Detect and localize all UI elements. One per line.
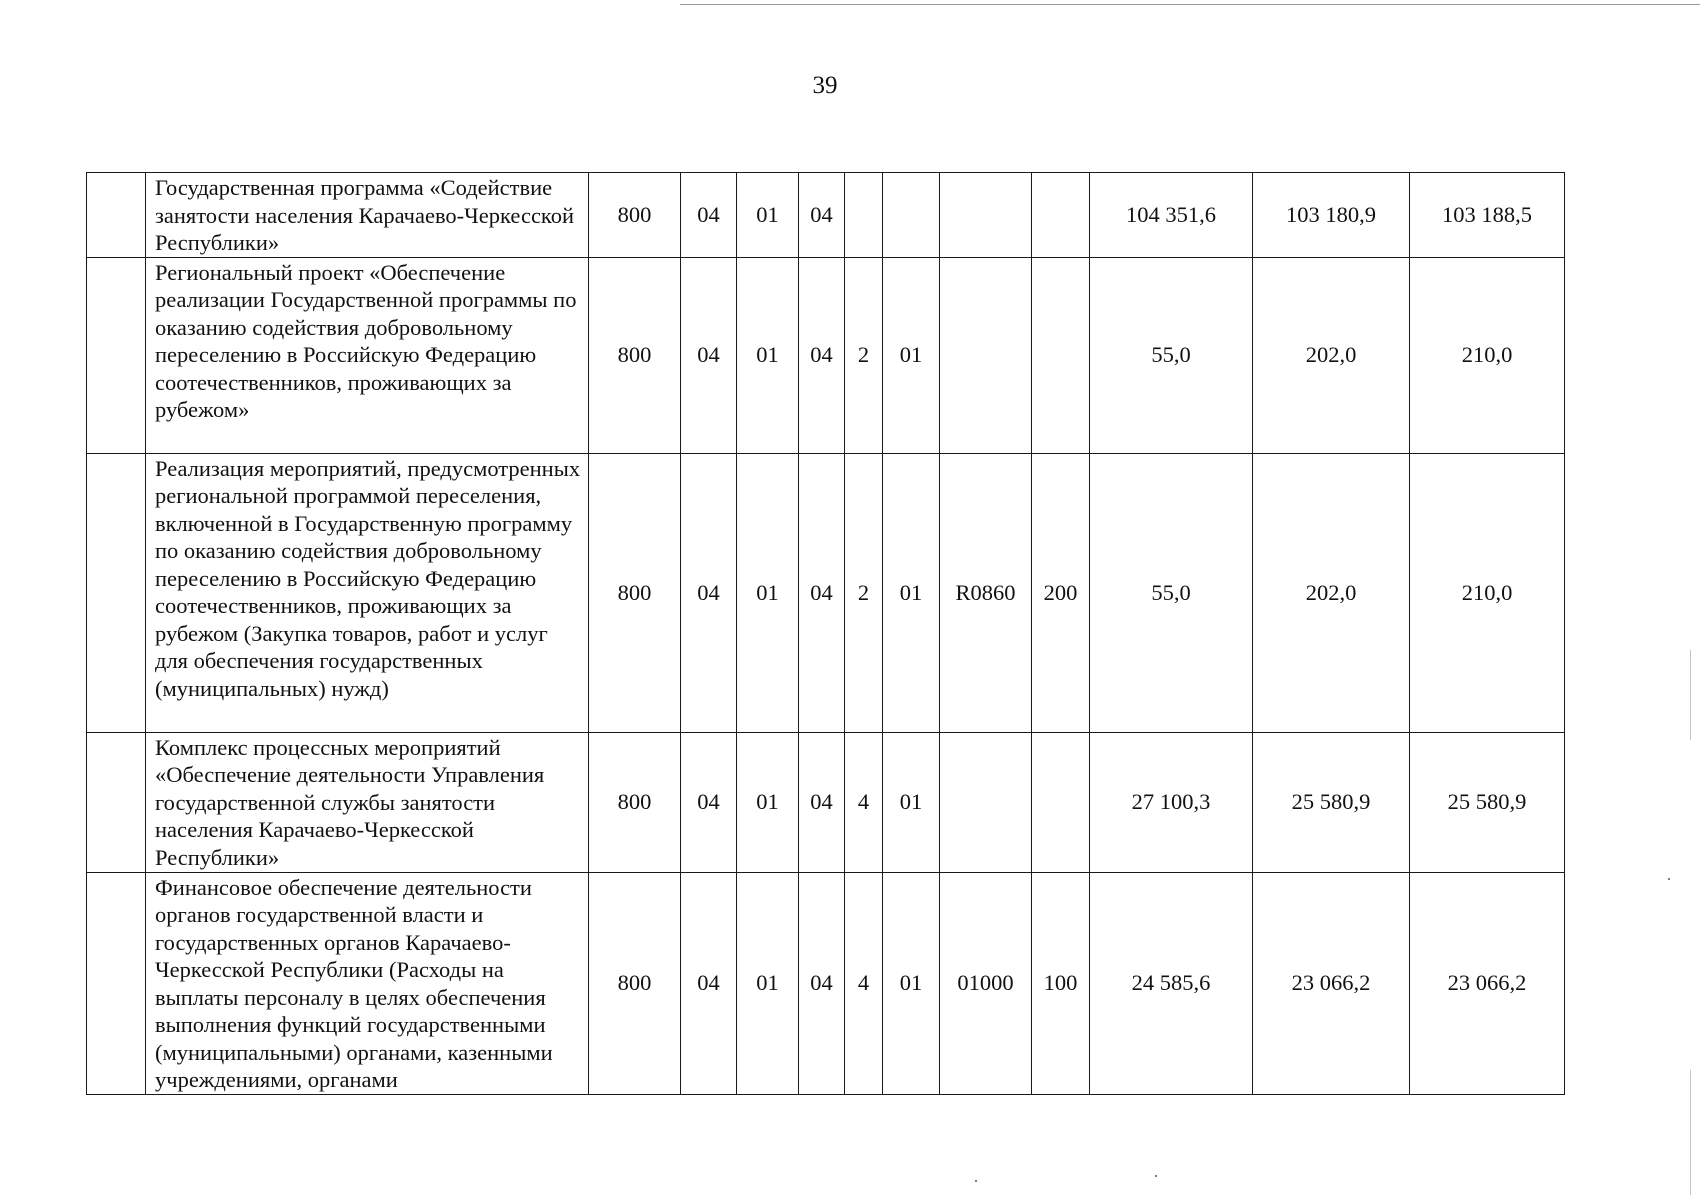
scan-speck [1668, 878, 1670, 880]
amount-cell: 202,0 [1253, 257, 1410, 453]
amount-cell: 55,0 [1090, 257, 1253, 453]
ministry-code-cell: 800 [589, 257, 681, 453]
section-code-cell: 04 [681, 257, 737, 453]
scan-top-rule [680, 4, 1700, 5]
table-row [87, 257, 1565, 453]
table-row [87, 872, 1565, 1094]
row-index-cell [87, 872, 146, 1094]
item-name-cell: Финансовое обеспечение деятельности органов государственной власти и государственных органов Карачаево-Черкесской Республики (Расходы на выплаты персоналу в целях обеспечения выполнения функций государственными (муниципальными) органами, казенными учреждениями, органами [146, 872, 589, 1094]
element-code-cell: 01 [883, 257, 940, 453]
row-index-cell [87, 173, 146, 258]
direction-code-cell: R0860 [940, 453, 1032, 732]
expense-type-cell: 200 [1032, 453, 1090, 732]
section-code-cell: 04 [681, 732, 737, 872]
expense-type-cell [1032, 732, 1090, 872]
ministry-code-cell: 800 [589, 732, 681, 872]
page-number: 39 [812, 72, 838, 99]
element-code-cell: 01 [883, 872, 940, 1094]
amount-cell: 25 580,9 [1253, 732, 1410, 872]
row-index-cell [87, 732, 146, 872]
scan-right-edge [1690, 650, 1691, 740]
subsection-code-cell: 01 [737, 173, 799, 258]
table-row [87, 453, 1565, 732]
direction-code-cell: 01000 [940, 872, 1032, 1094]
amount-cell: 103 180,9 [1253, 173, 1410, 258]
program-code-cell: 04 [799, 872, 845, 1094]
expense-type-cell: 100 [1032, 872, 1090, 1094]
amount-cell: 25 580,9 [1410, 732, 1565, 872]
amount-cell: 24 585,6 [1090, 872, 1253, 1094]
scan-speck [1155, 1175, 1157, 1177]
section-code-cell: 04 [681, 872, 737, 1094]
row-index-cell [87, 453, 146, 732]
program-code-cell: 04 [799, 453, 845, 732]
table-row [87, 173, 1565, 258]
direction-code-cell [940, 257, 1032, 453]
expense-type-cell [1032, 173, 1090, 258]
subsection-code-cell: 01 [737, 453, 799, 732]
subsection-code-cell: 01 [737, 732, 799, 872]
amount-cell: 210,0 [1410, 257, 1565, 453]
item-name-cell: Государственная программа «Содействие занятости населения Карачаево-Черкесской Республики» [146, 173, 589, 258]
program-code-cell: 04 [799, 732, 845, 872]
element-code-cell: 01 [883, 453, 940, 732]
subsection-code-cell: 01 [737, 872, 799, 1094]
expense-type-cell [1032, 257, 1090, 453]
type-code-cell: 4 [845, 872, 883, 1094]
scan-right-edge [1690, 1070, 1691, 1195]
section-code-cell: 04 [681, 173, 737, 258]
scan-speck [975, 1180, 977, 1182]
item-name-cell: Комплекс процессных мероприятий «Обеспечение деятельности Управления государственной службы занятости населения Карачаево-Черкесской Республики» [146, 732, 589, 872]
amount-cell: 103 188,5 [1410, 173, 1565, 258]
ministry-code-cell: 800 [589, 173, 681, 258]
amount-cell: 23 066,2 [1410, 872, 1565, 1094]
amount-cell: 104 351,6 [1090, 173, 1253, 258]
section-code-cell: 04 [681, 453, 737, 732]
element-code-cell: 01 [883, 732, 940, 872]
item-name-cell: Реализация мероприятий, предусмотренных региональной программой переселения, включенной в Государственную программу по оказанию содействия добровольному переселению в Российскую Федерацию соотечественников, проживающих за рубежом (Закупка товаров, работ и услуг для обеспечения государственных (муниципальных) нужд) [146, 453, 589, 732]
subsection-code-cell: 01 [737, 257, 799, 453]
table-row [87, 732, 1565, 872]
type-code-cell: 4 [845, 732, 883, 872]
program-code-cell: 04 [799, 257, 845, 453]
type-code-cell: 2 [845, 257, 883, 453]
ministry-code-cell: 800 [589, 872, 681, 1094]
direction-code-cell [940, 173, 1032, 258]
amount-cell: 55,0 [1090, 453, 1253, 732]
amount-cell: 23 066,2 [1253, 872, 1410, 1094]
amount-cell: 210,0 [1410, 453, 1565, 732]
program-code-cell: 04 [799, 173, 845, 258]
ministry-code-cell: 800 [589, 453, 681, 732]
amount-cell: 202,0 [1253, 453, 1410, 732]
element-code-cell [883, 173, 940, 258]
item-name-cell: Региональный проект «Обеспечение реализации Государственной программы по оказанию содействия добровольному переселению в Российскую Федерацию соотечественников, проживающих за рубежом» [146, 257, 589, 453]
direction-code-cell [940, 732, 1032, 872]
row-index-cell [87, 257, 146, 453]
amount-cell: 27 100,3 [1090, 732, 1253, 872]
type-code-cell [845, 173, 883, 258]
type-code-cell: 2 [845, 453, 883, 732]
budget-table [86, 172, 1565, 1095]
